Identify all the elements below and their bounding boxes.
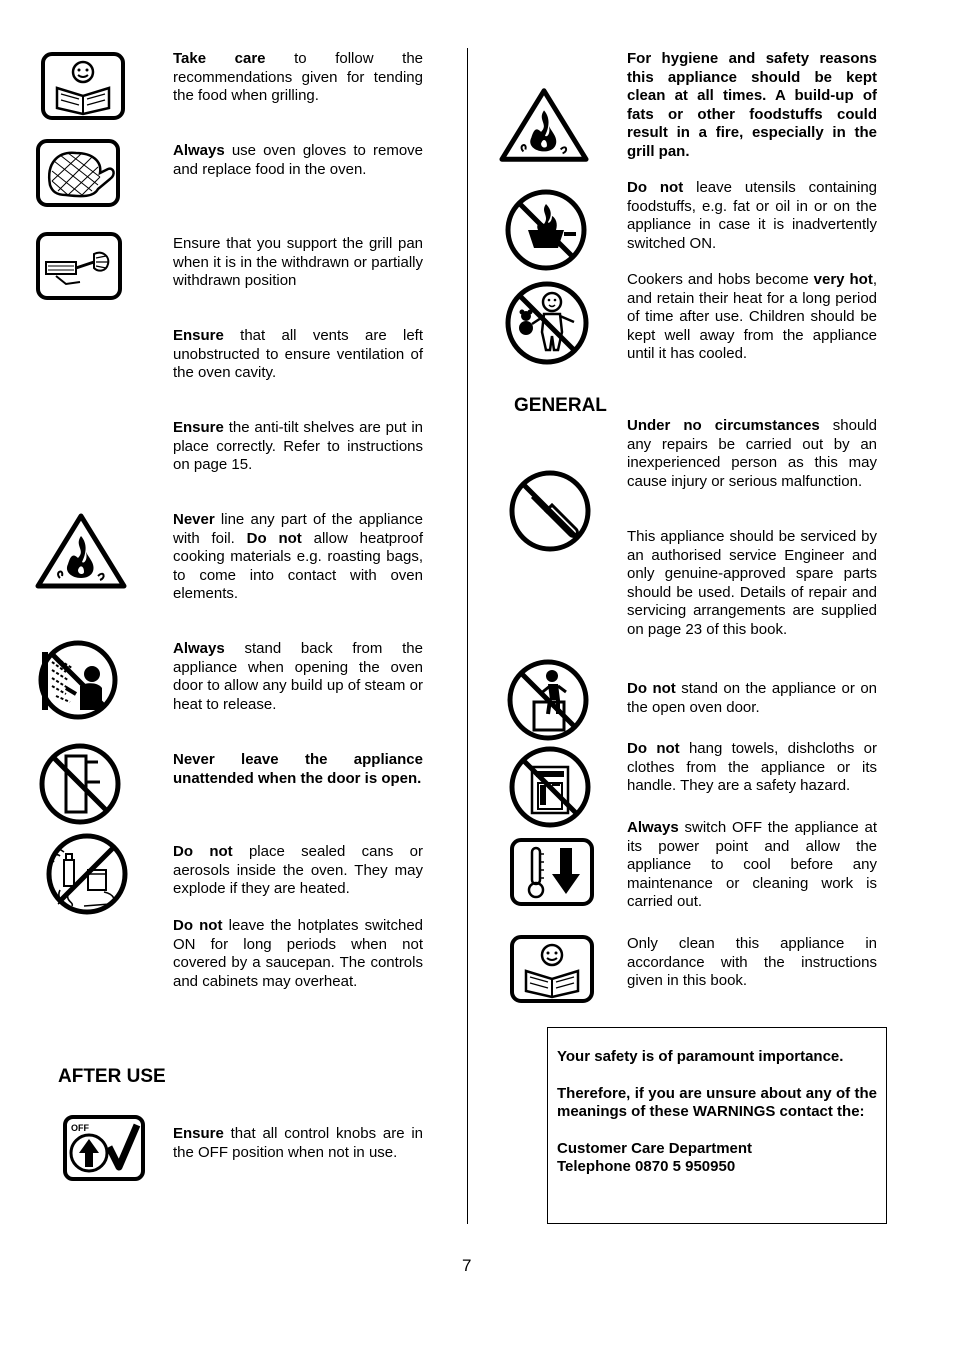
text-control-knobs-off: Ensure that all control knobs are in the OFF position when not in use. [173,1125,423,1161]
reading-person-icon [41,52,125,120]
notice-line-1: Your safety is of paramount importance. [557,1048,844,1065]
text-switch-off: Always switch OFF the appliance at its power point and allow the appliance to cool before any maintenance or cleaning work is carried out. [627,819,877,910]
text-vents: Ensure that all vents are left unobstructed to ensure ventilation of the oven cavity. [173,327,423,381]
text-grill-pan-support: Ensure that you support the grill pan when it is in the withdrawn or partially withdrawn position [173,235,423,289]
text-very-hot: Cookers and hobs become very hot, and retain their heat for a long period of time after use. Children should be kept well away from the appliance until it has cooled. [627,271,877,362]
fire-warning-icon [34,512,128,590]
screwdriver-prohibited-icon [508,469,592,553]
grill-pan-icon [36,232,122,300]
text-utensils: Do not leave utensils containing foodstuffs, e.g. fat or oil in or on the appliance in case it is inadvertently switched ON. [627,179,878,252]
fire-warning-icon [498,86,590,164]
safety-notice-box [547,1027,887,1224]
steam-prohibited-icon [36,638,120,722]
text-no-repairs: Under no circumstances should any repairs be carried out by an inexperienced person as this may cause injury or serious malfunction. [627,417,877,490]
general-heading: GENERAL [514,395,607,416]
child-prohibited-icon [504,280,590,366]
text-grilling-care: Take care to follow the recommendations given for tending the food when grilling. [173,50,423,104]
page-number: 7 [462,1256,472,1275]
reading-person-icon [510,935,594,1003]
text-anti-tilt-shelves: Ensure the anti-tilt shelves are put in place correctly. Refer to instructions on page 15. [173,419,423,473]
off-knob-icon [63,1115,145,1181]
text-do-not-stand: Do not stand on the appliance or on the open oven door. [627,680,877,716]
pan-fire-prohibited-icon [504,188,588,272]
text-unattended-door: Never leave the appliance unattended when the door is open. [173,751,423,787]
text-foil-warning: Never line any part of the appliance with foil. Do not allow heatproof cooking materials e.g. roasting bags, to come into contact with oven elements. [173,511,423,602]
text-sealed-cans: Do not place sealed cans or aerosols inside the oven. They may explode if they are heated. [173,843,423,897]
after-use-heading: AFTER USE [58,1066,166,1087]
oven-glove-icon [36,139,120,207]
standing-prohibited-icon [506,658,590,742]
text-oven-gloves: Always use oven gloves to remove and replace food in the oven. [173,142,423,178]
text-hygiene-safety: For hygiene and safety reasons this appliance should be kept clean at all times. A build-up of fats or other foodstuffs could result in a fire, especially in the grill pan. [627,50,877,160]
towel-prohibited-icon [508,745,592,829]
notice-department: Customer Care Department [557,1139,753,1157]
column-divider [467,48,468,1224]
off-label: OFF [71,1123,89,1133]
text-hotplates: Do not leave the hotplates switched ON for long periods when not covered by a saucepan. The controls and cabinets may overheat. [173,917,424,990]
notice-line-2: Therefore, if you are unsure about any of the meanings of these WARNINGS contact the: [557,1084,877,1120]
notice-telephone: Telephone 0870 5 950950 [557,1158,736,1175]
text-no-towels: Do not hang towels, dishcloths or clothes from the appliance or its handle. They are a safety hazard. [627,740,878,794]
aerosol-prohibited-icon [44,832,130,916]
text-clean-instructions: Only clean this appliance in accordance with the instructions given in this book. [627,935,877,989]
open-door-prohibited-icon [38,742,122,826]
thermometer-cool-icon [510,838,594,906]
text-authorised-service: This appliance should be serviced by an authorised service Engineer and only genuine-approved spare parts should be used. Details of repair and servicing arrangements are supplied on page 23 of this book. [627,528,877,638]
text-stand-back: Always stand back from the appliance when opening the oven door to allow any build up of steam or heat to release. [173,640,423,713]
